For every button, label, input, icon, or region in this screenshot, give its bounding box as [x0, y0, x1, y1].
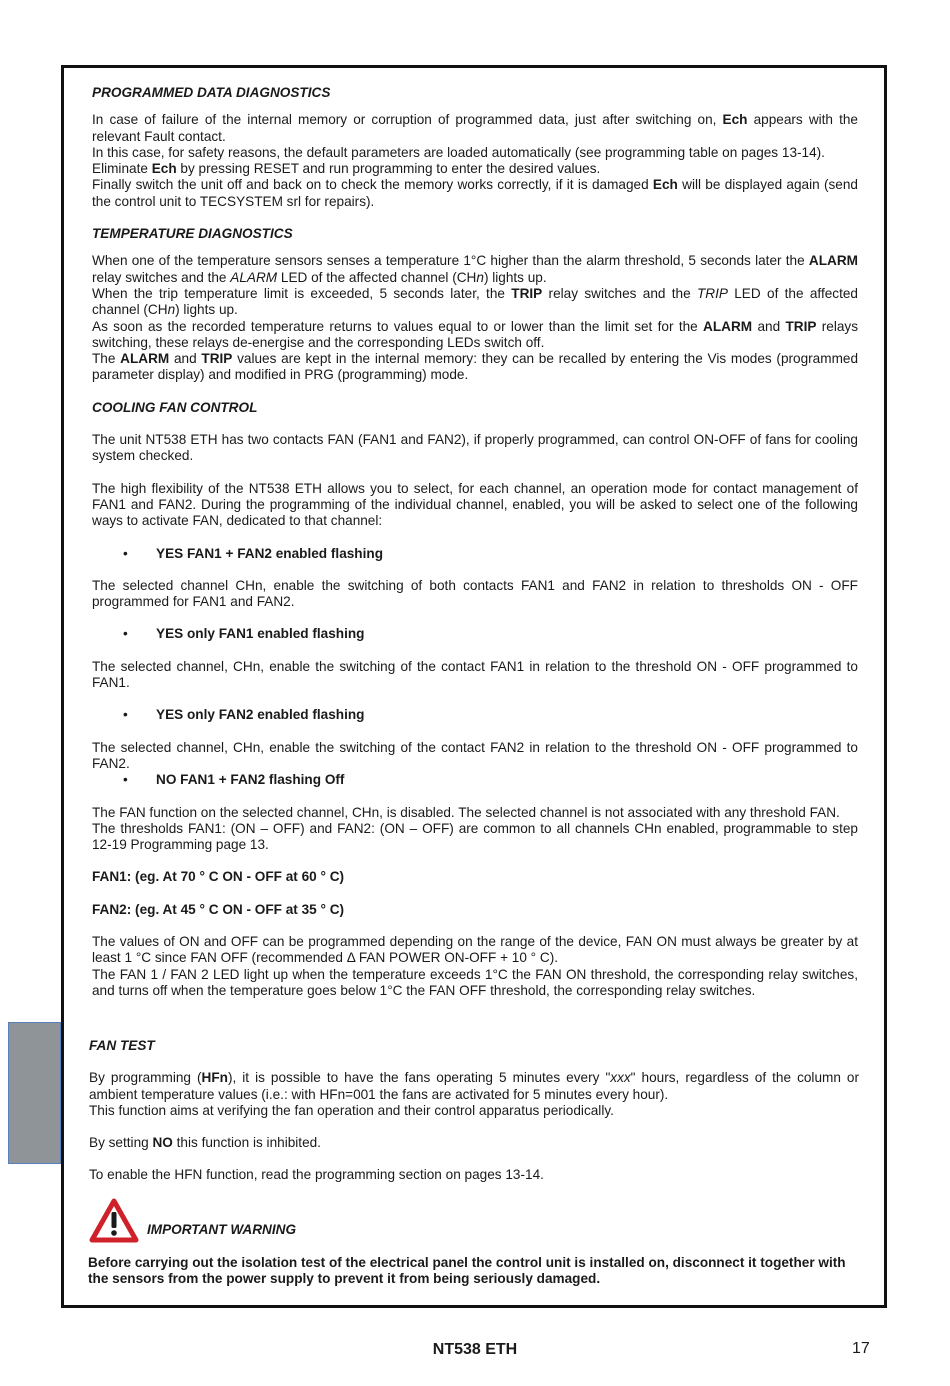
bullet-dot: •	[123, 626, 128, 642]
paragraph: When one of the temperature sensors senses a temperature 1°C higher than the alarm threshold, 5 seconds later the ALARM relay switches and the ALARM LED of the affected channel (CHn) lights up.	[92, 253, 858, 285]
side-tab-marker	[8, 1022, 61, 1164]
fan-test-section	[89, 1038, 859, 1184]
paragraph: To enable the HFN function, read the programming section on pages 13-14.	[89, 1167, 544, 1183]
paragraph: The values of ON and OFF can be programmed depending on the range of the device, FAN ON must always be greater by at least 1 °C since FAN OFF (recommended Δ FAN POWER ON-OFF + 10 ° C).	[92, 933, 858, 966]
warning-triangle-icon	[89, 1198, 139, 1243]
paragraph: In this case, for safety reasons, the default parameters are loaded automatically (see programming table on pages 13-14).	[92, 144, 825, 160]
main-content	[92, 85, 858, 999]
paragraph: The selected channel CHn, enable the switching of both contacts FAN1 and FAN2 in relation to thresholds ON - OFF programmed for FAN1 and FAN2.	[92, 577, 858, 610]
paragraph: By programming (HFn), it is possible to have the fans operating 5 minutes every "xxx" hours, regardless of the column or ambient temperature values (i.e.: with HFn=001 the fans are activated for 5 minutes every hour).	[89, 1070, 859, 1102]
paragraph: As soon as the recorded temperature returns to values equal to or lower than the limit set for the ALARM and TRIP relays switching, these relays de-energise and the corresponding LEDs switch off.	[92, 318, 858, 350]
section-heading-cooling-fan: COOLING FAN CONTROL	[92, 399, 258, 415]
paragraph: This function aims at verifying the fan operation and their control apparatus periodically.	[89, 1102, 614, 1118]
paragraph: Eliminate Ech by pressing RESET and run programming to enter the desired values.	[92, 161, 601, 177]
section-heading-temperature-diagnostics: TEMPERATURE DIAGNOSTICS	[92, 226, 293, 242]
page-number: 17	[852, 1340, 870, 1357]
paragraph: The thresholds FAN1: (ON – OFF) and FAN2: (ON – OFF) are common to all channels CHn enabled, programmable to step 12-19 Programming page 13.	[92, 820, 858, 853]
section-heading-programmed-data: PROGRAMMED DATA DIAGNOSTICS	[92, 85, 331, 100]
paragraph: The selected channel, CHn, enable the switching of the contact FAN2 in relation to the threshold ON - OFF programmed to FAN2.	[92, 739, 858, 771]
warning-title: IMPORTANT WARNING	[147, 1222, 297, 1237]
paragraph: Finally switch the unit off and back on to check the memory works correctly, if it is damaged Ech will be displayed again (send the control unit to TECSYSTEM srl for repairs).	[92, 177, 858, 209]
bullet-item: • NO FAN1 + FAN2 flashing Off	[92, 772, 858, 788]
paragraph: The ALARM and TRIP values are kept in the internal memory: they can be recalled by entering the Vis modes (programmed parameter display) and modified in PRG (programming) mode.	[92, 351, 859, 383]
paragraph: By setting NO this function is inhibited.	[89, 1135, 321, 1151]
paragraph: When the trip temperature limit is exceeded, 5 seconds later, the TRIP relay switches and the TRIP LED of the affected channel (CHn) lights up.	[92, 285, 858, 318]
footer-product-name: NT538 ETH	[432, 1341, 518, 1358]
paragraph: The FAN function on the selected channel, CHn, is disabled. The selected channel is not associated with any threshold FAN.	[92, 804, 840, 820]
fan1-example: FAN1: (eg. At 70 ° C ON - OFF at 60 ° C)	[92, 869, 345, 885]
paragraph: The high flexibility of the NT538 ETH allows you to select, for each channel, an operation mode for contact management of FAN1 and FAN2. During the programming of the individual channel, enabled, you will be asked to select one of the following ways to activate FAN, dedicated to that channel:	[92, 480, 858, 529]
warning-text: Before carrying out the isolation test of the electrical panel the control unit is installed on, disconnect it together with the sensors from the power supply to prevent it from being seriously damaged.	[88, 1255, 846, 1287]
bullet-dot: •	[123, 772, 128, 788]
bullet-item: • YES only FAN1 enabled flashing	[92, 626, 858, 642]
paragraph: The FAN 1 / FAN 2 LED light up when the temperature exceeds 1°C the FAN ON threshold, the corresponding relay switches, and turns off when the temperature goes below 1°C the FAN OFF threshold, the corresponding relay switches.	[92, 966, 858, 998]
bullet-item: • YES only FAN2 enabled flashing	[92, 707, 858, 723]
paragraph: The selected channel, CHn, enable the switching of the contact FAN1 in relation to the threshold ON - OFF programmed to FAN1.	[92, 658, 858, 691]
section-heading-fan-test: FAN TEST	[89, 1038, 155, 1053]
paragraph: In case of failure of the internal memory or corruption of programmed data, just after switching on, Ech appears with the relevant Fault contact.	[92, 112, 858, 144]
bullet-item: • YES FAN1 + FAN2 enabled flashing	[92, 546, 858, 562]
bullet-dot: •	[123, 545, 128, 561]
fan2-example: FAN2: (eg. At 45 ° C ON - OFF at 35 ° C)	[92, 901, 345, 917]
bullet-dot: •	[123, 707, 128, 723]
warning-icon-wrap	[89, 1198, 139, 1243]
paragraph: The unit NT538 ETH has two contacts FAN (FAN1 and FAN2), if properly programmed, can control ON-OFF of fans for cooling system checked.	[92, 432, 858, 464]
